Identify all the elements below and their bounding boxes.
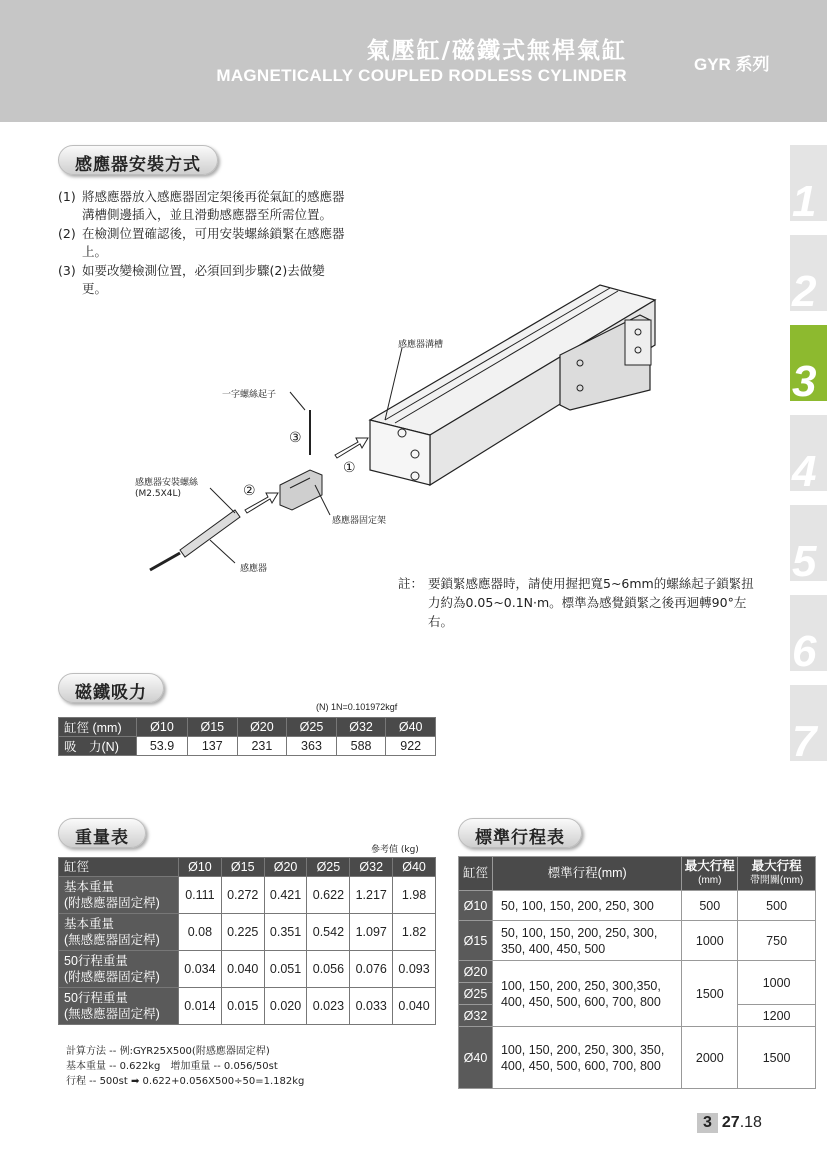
side-tab-4[interactable]: 4 <box>790 415 827 491</box>
label-screwdriver: 一字螺絲起子 <box>222 390 277 400</box>
callout-1: ① <box>343 460 356 476</box>
weight-calc-example: 計算方法 -- 例:GYR25X500(附感應器固定桿) 基本重量 -- 0.622kg 增加重量 -- 0.056/50st 行程 -- 500st ➡ 0.622+0.056X500÷50=1.182kg <box>66 1046 305 1087</box>
label-screw: 感應器安裝螺絲 <box>135 478 199 488</box>
label-groove: 感應器溝槽 <box>398 340 444 350</box>
table-row: Ø15 50, 100, 150, 200, 250, 300, 350, 400, 450, 500 1000 750 <box>459 921 816 961</box>
side-tab-6[interactable]: 6 <box>790 595 827 671</box>
table-row: Ø40 100, 150, 200, 250, 300, 350, 400, 450, 500, 600, 700, 800 2000 1500 <box>459 1027 816 1089</box>
side-tab-5[interactable]: 5 <box>790 505 827 581</box>
magnet-section-title: 磁鐵吸力 <box>58 673 164 703</box>
page-number: 3 27.18 <box>697 1113 762 1133</box>
callout-2: ② <box>243 483 256 499</box>
table-row: Ø10 50, 100, 150, 200, 250, 300 500 500 <box>459 891 816 921</box>
stroke-table <box>458 856 816 1089</box>
table-row: 50行程重量 (附感應器固定桿) 0.034 0.040 0.051 0.056 0.076 0.093 <box>59 951 436 988</box>
weight-ref-note: 參考值 (kg) <box>371 845 419 855</box>
label-holder: 感應器固定架 <box>332 516 387 526</box>
label-screw-size: (M2.5X4L) <box>135 489 182 499</box>
mount-step-1: (1) 將感應器放入感應器固定架後再從氣缸的感應器溝槽側邊插入，並且滑動感應器至所需位置。 <box>58 189 345 222</box>
mount-step-2: (2) 在檢測位置確認後，可用安裝螺絲鎖緊在感應器上。 <box>58 226 345 259</box>
table-row: Ø25 <box>459 983 816 1005</box>
weight-table <box>58 857 436 1025</box>
magnet-force-table <box>58 717 436 756</box>
mounting-illustration <box>140 270 660 580</box>
table-row: 基本重量 (無感應器固定桿) 0.08 0.225 0.351 0.542 1.097 1.82 <box>59 914 436 951</box>
side-tab-7[interactable]: 7 <box>790 685 827 761</box>
header-title-cn: 氣壓缸/磁鐵式無桿氣缸 <box>366 38 627 64</box>
table-row: Ø32 1200 <box>459 1005 816 1027</box>
mount-section-title: 感應器安裝方式 <box>58 145 218 175</box>
side-tab-2[interactable]: 2 <box>790 235 827 311</box>
header-series: GYR 系列 <box>694 55 770 74</box>
magnet-unit-note: (N) 1N=0.101972kgf <box>316 702 398 712</box>
side-tab-1[interactable]: 1 <box>790 145 827 221</box>
mount-note: 註： 要鎖緊感應器時，請使用握把寬5~6mm的螺絲起子鎖緊扭力約為0.05~0.1N·m。標準為感覺鎖緊之後再迴轉90°左右。 <box>398 576 754 629</box>
table-row: 吸 力(N) 53.9 137 231 363 588 922 <box>59 737 436 756</box>
stroke-section-title: 標準行程表 <box>458 818 582 848</box>
table-row: 基本重量 (附感應器固定桿) 0.111 0.272 0.421 0.622 1.217 1.98 <box>59 877 436 914</box>
header-title-en: MAGNETICALLY COUPLED RODLESS CYLINDER <box>216 66 627 85</box>
mount-step-3: (3) 如要改變檢測位置，必須回到步驟(2)去做變更。 <box>58 263 325 296</box>
label-sensor: 感應器 <box>240 564 268 574</box>
table-row: 缸徑 標準行程(mm) 最大行程 (mm) 最大行程 帶開關(mm) <box>459 857 816 891</box>
weight-section-title: 重量表 <box>58 818 146 848</box>
callout-3: ③ <box>289 430 302 446</box>
table-row: 缸徑 (mm) Ø10 Ø15 Ø20 Ø25 Ø32 Ø40 <box>59 718 436 737</box>
table-row: Ø20 100, 150, 200, 250, 300,350, 400, 450, 500, 600, 700, 800 1500 1000 <box>459 961 816 983</box>
table-row: 缸徑 Ø10 Ø15 Ø20 Ø25 Ø32 Ø40 <box>59 858 436 877</box>
page-header <box>0 0 827 122</box>
table-row: 50行程重量 (無感應器固定桿) 0.014 0.015 0.020 0.023 0.033 0.040 <box>59 988 436 1025</box>
side-tab-3[interactable]: 3 <box>790 325 827 401</box>
